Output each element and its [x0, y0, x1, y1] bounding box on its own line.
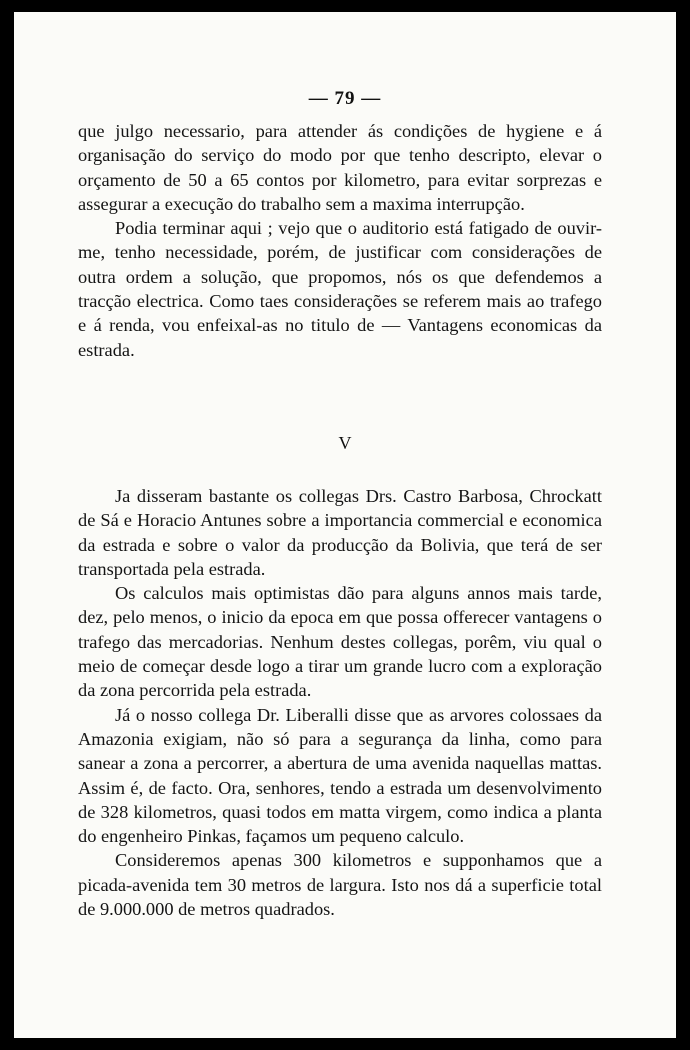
- paragraph: Ja disseram bastante os collegas Drs. Castro Barbosa, Chrockatt de Sá e Horacio Antunes sobre a importancia commercial e economica da estrada e sobre o valor da producção da Bolivia, que terá de ser transportada pela estrada.: [78, 486, 602, 579]
- paragraph: Os calculos mais optimistas dão para alguns annos mais tarde, dez, pelo menos, o inicio da epoca em que possa offerecer vantagens o trafego das mercadorias. Nenhum destes collegas, porêm, viu qual o meio de começar desde logo a tirar um grande lucro com a exploração da zona percorrida pela estrada.: [78, 583, 602, 701]
- paragraph: que julgo necessario, para attender ás condições de hygiene e á organisação do serviço do modo por que tenho descripto, elevar o orçamento de 50 a 65 contos por kilometro, para evitar sorprezas e assegurar a execução do trabalho sem a maxima interrupção.: [78, 121, 602, 214]
- paragraph: Consideremos apenas 300 kilometros e supponhamos que a picada-avenida tem 30 metros de largura. Isto nos dá a superficie total de 9.000.000 de metros quadrados.: [78, 850, 602, 920]
- paragraph: Podia terminar aqui ; vejo que o auditorio está fatigado de ouvir-me, tenho necessidade, porém, de justificar com considerações de outra ordem a solução, que propomos, nós os que defendemos a tracção electrica. Como taes considerações se referem mais ao trafego e á renda, vou enfeixal-as no titulo de — Vantagens economicas da estrada.: [78, 218, 602, 360]
- section-heading: V: [338, 433, 352, 453]
- document-page: [14, 12, 676, 1038]
- paragraph: Já o nosso collega Dr. Liberalli disse que as arvores colossaes da Amazonia exigiam, não só para a segurança da linha, como para sanear a zona a percorrer, a abertura de uma avenida naquellas mattas. Assim é, de facto. Ora, senhores, tendo a estrada um desenvolvimento de 328 kilometros, quasi todos em matta virgem, como indica a planta do engenheiro Pinkas, façamos um pequeno calculo.: [78, 704, 602, 847]
- text-block-before-heading: [78, 119, 602, 362]
- text-block-after-heading: [78, 484, 602, 921]
- page-number: — 79 —: [308, 88, 382, 109]
